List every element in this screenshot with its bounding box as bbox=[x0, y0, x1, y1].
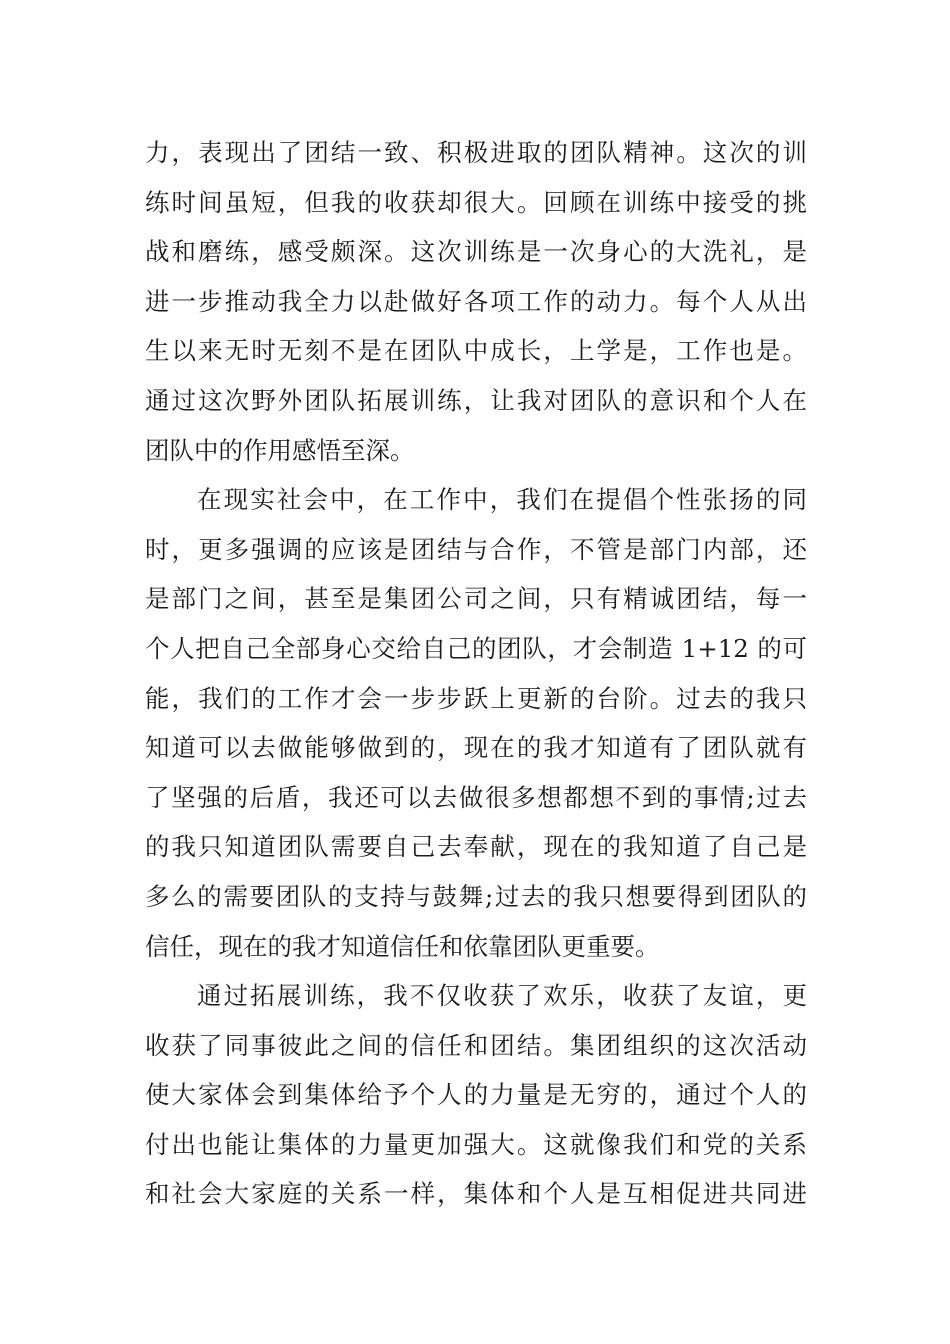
text-line: 的我只知道团队需要自己去奉献，现在的我知道了自己是 bbox=[145, 832, 807, 862]
text-line: 使大家体会到集体给予个人的力量是无穷的，通过个人的 bbox=[145, 1080, 807, 1110]
text-line: 通过拓展训练，我不仅收获了欢乐，收获了友谊，更 bbox=[197, 981, 807, 1011]
text-line: 进一步推动我全力以赴做好各项工作的动力。每个人从出 bbox=[145, 286, 807, 316]
text-line: 收获了同事彼此之间的信任和团结。集团组织的这次活动 bbox=[145, 1030, 807, 1060]
text-line: 付出也能让集体的力量更加强大。这就像我们和党的关系 bbox=[145, 1129, 807, 1159]
text-line: 在现实社会中，在工作中，我们在提倡个性张扬的同 bbox=[197, 485, 807, 515]
paragraph bbox=[145, 475, 807, 971]
text-line: 多么的需要团队的支持与鼓舞;过去的我只想要得到团队的 bbox=[145, 881, 807, 911]
text-line: 时，更多强调的应该是团结与合作，不管是部门内部，还 bbox=[145, 534, 807, 564]
paragraph bbox=[145, 971, 807, 1219]
text-line: 生以来无时无刻不是在团队中成长，上学是，工作也是。 bbox=[145, 336, 807, 366]
text-line: 知道可以去做能够做到的，现在的我才知道有了团队就有 bbox=[145, 733, 807, 763]
text-line: 通过这次野外团队拓展训练，让我对团队的意识和个人在 bbox=[145, 385, 807, 415]
text-line: 练时间虽短，但我的收获却很大。回顾在训练中接受的挑 bbox=[145, 187, 807, 217]
text-line: 了坚强的后盾，我还可以去做很多想都想不到的事情;过去 bbox=[145, 782, 807, 812]
paragraph bbox=[145, 128, 807, 475]
text-line: 信任，现在的我才知道信任和依靠团队更重要。 bbox=[145, 931, 660, 961]
text-line: 和社会大家庭的关系一样，集体和个人是互相促进共同进 bbox=[145, 1179, 807, 1209]
text-line: 力，表现出了团结一致、积极进取的团队精神。这次的训 bbox=[145, 138, 807, 167]
document-body bbox=[145, 128, 807, 1219]
text-line: 能，我们的工作才会一步步跃上更新的台阶。过去的我只 bbox=[145, 683, 807, 713]
text-line: 是部门之间，甚至是集团公司之间，只有精诚团结，每一 bbox=[145, 584, 807, 614]
text-line: 个人把自己全部身心交给自己的团队，才会制造 1+12 的可 bbox=[145, 633, 807, 663]
text-line: 团队中的作用感悟至深。 bbox=[145, 435, 415, 465]
text-line: 战和磨练，感受颇深。这次训练是一次身心的大洗礼，是 bbox=[145, 237, 807, 267]
